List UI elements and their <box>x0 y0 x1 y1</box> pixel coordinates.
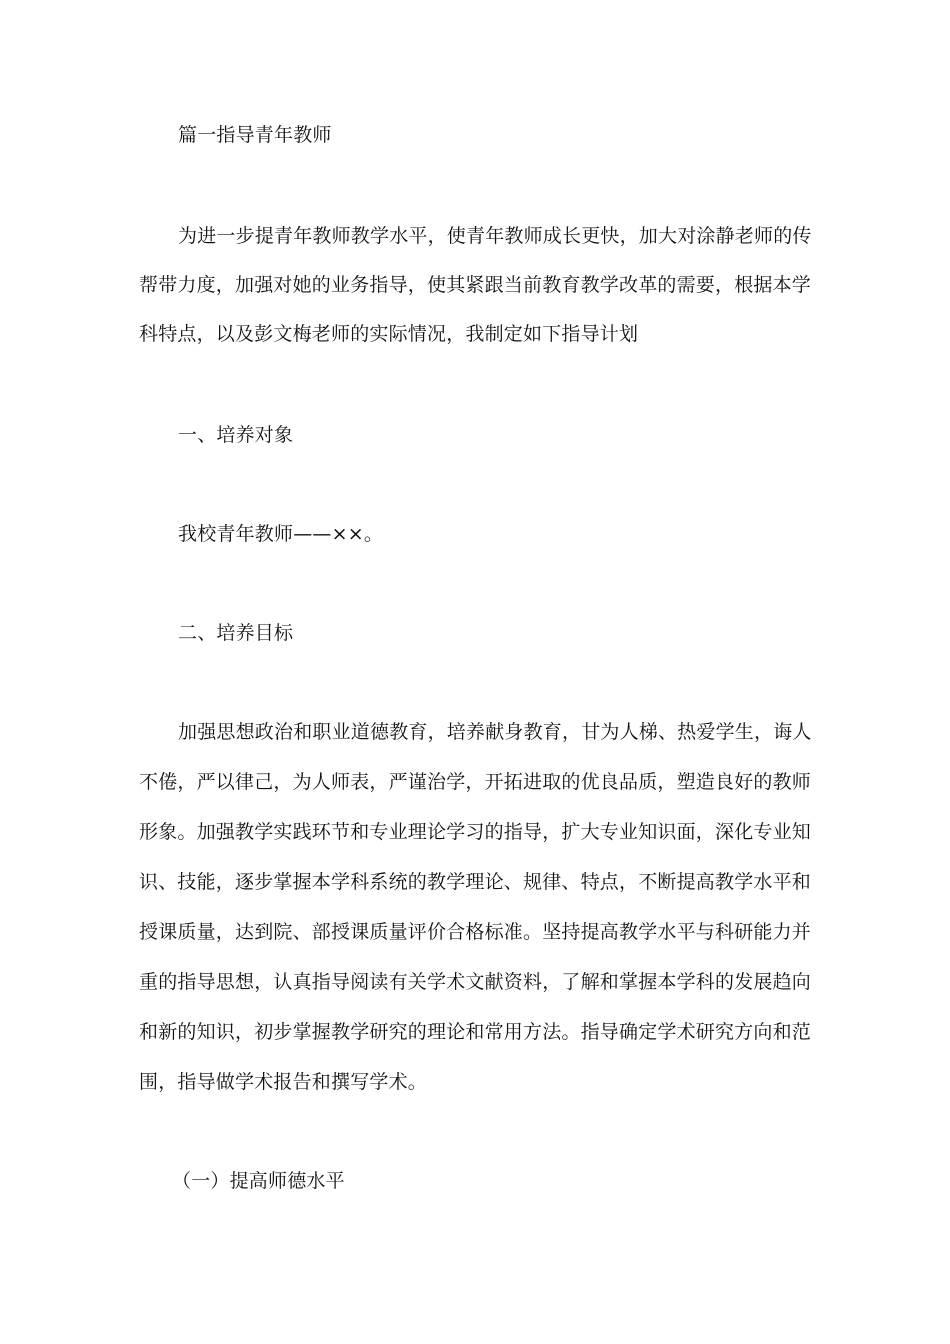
section2-line-6: 重的指导思想，认真指导阅读有关学术文献资料，了解和掌握本学科的发展趋向 <box>139 971 812 993</box>
section2-line-1: 加强思想政治和职业道德教育，培养献身教育，甘为人梯、热爱学生，诲人 <box>178 721 812 743</box>
section2-line-4: 识、技能，逐步掌握本学科系统的教学理论、规律、特点，不断提高教学水平和 <box>139 871 812 893</box>
section2-line-2: 不倦，严以律己，为人师表，严谨治学，开拓进取的优良品质，塑造良好的教师 <box>139 771 812 793</box>
intro-line-1: 为进一步提青年教师教学水平，使青年教师成长更快，加大对涂静老师的传 <box>178 225 812 247</box>
document-title: 篇一指导青年教师 <box>178 124 332 146</box>
section2-heading: 二、培养目标 <box>178 622 294 644</box>
section2-line-7: 和新的知识，初步掌握教学研究的理论和常用方法。指导确定学术研究方向和范 <box>139 1021 812 1043</box>
intro-line-2: 帮带力度，加强对她的业务指导，使其紧跟当前教育教学改革的需要，根据本学 <box>139 274 812 296</box>
section2-line-8: 围，指导做学术报告和撰写学术。 <box>139 1071 428 1093</box>
section2-line-5: 授课质量，达到院、部授课质量评价合格标准。坚持提高教学水平与科研能力并 <box>139 921 812 943</box>
section1-body: 我校青年教师——××。 <box>178 523 384 545</box>
section2-line-3: 形象。加强教学实践环节和专业理论学习的指导，扩大专业知识面，深化专业知 <box>139 821 812 843</box>
intro-line-3: 科特点，以及彭文梅老师的实际情况，我制定如下指导计划 <box>139 323 639 345</box>
section1-heading: 一、培养对象 <box>178 424 294 446</box>
subsection1-heading: （一）提高师德水平 <box>172 1170 345 1192</box>
